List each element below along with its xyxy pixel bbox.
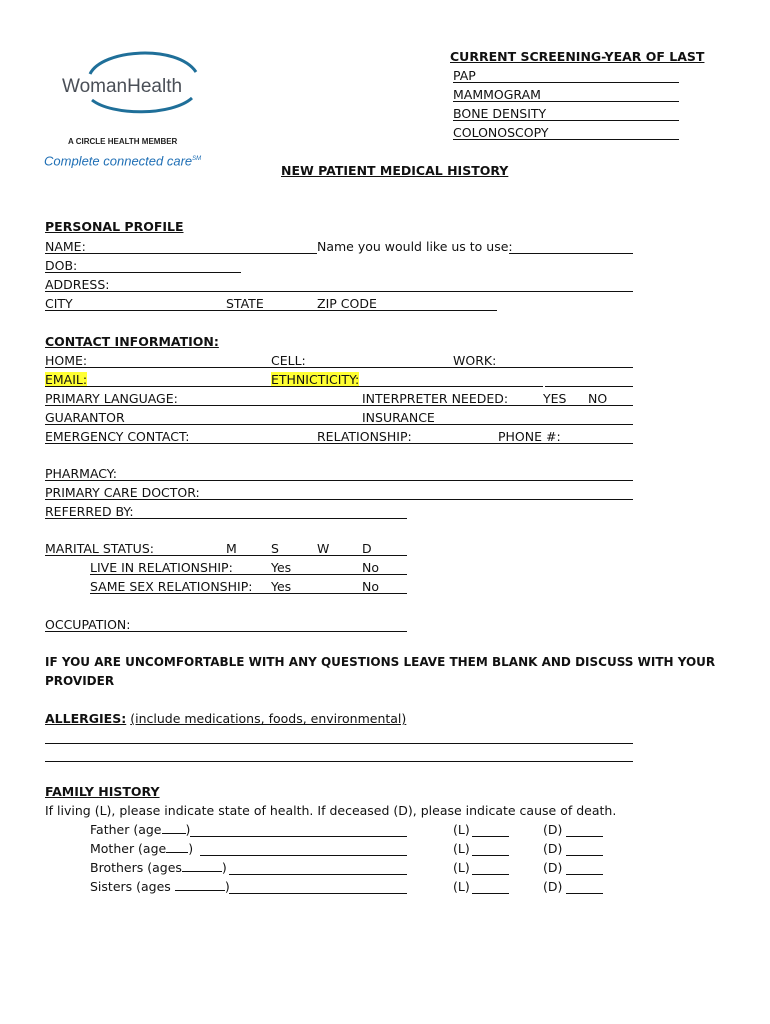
- notice-line-2: PROVIDER: [45, 674, 115, 688]
- family-brothers-line[interactable]: [229, 874, 407, 875]
- pharmacy-label: PHARMACY:: [45, 466, 117, 481]
- city-line[interactable]: [45, 310, 497, 311]
- preferred-name-label: Name you would like us to use:: [317, 239, 513, 254]
- live-in-yes[interactable]: Yes: [271, 560, 292, 575]
- allergies-row: [45, 711, 406, 726]
- marital-option-w[interactable]: W: [317, 541, 330, 556]
- occupation-line[interactable]: [45, 631, 407, 632]
- marital-line: [45, 555, 407, 556]
- same-sex-label: SAME SEX RELATIONSHIP:: [90, 579, 253, 594]
- family-mother-living-line[interactable]: [472, 855, 509, 856]
- logo-member: A CIRCLE HEALTH MEMBER: [68, 137, 178, 146]
- same-sex-no[interactable]: No: [362, 579, 379, 594]
- family-mother-label: [90, 841, 193, 856]
- dob-label: DOB:: [45, 258, 78, 273]
- screening-line[interactable]: [453, 101, 679, 102]
- logo-tagline-mark: SM: [192, 156, 202, 162]
- family-brothers-deceased-line[interactable]: [566, 874, 603, 875]
- name-line[interactable]: [45, 253, 317, 254]
- emergency-line[interactable]: [45, 443, 633, 444]
- email-label: EMAIL:: [45, 372, 88, 387]
- family-father-deceased-line[interactable]: [566, 836, 603, 837]
- notice-line-1: IF YOU ARE UNCOMFORTABLE WITH ANY QUESTIONS LEAVE THEM BLANK AND DISCUSS WITH YOUR: [45, 655, 716, 669]
- name-label: NAME:: [45, 239, 86, 254]
- family-sisters-deceased: (D): [543, 879, 563, 894]
- screening-item: MAMMOGRAM: [453, 87, 541, 102]
- family-mother-line[interactable]: [200, 855, 407, 856]
- occupation-label: OCCUPATION:: [45, 617, 131, 632]
- logo-name: WomanHealth: [62, 76, 183, 97]
- primary-doctor-label: PRIMARY CARE DOCTOR:: [45, 485, 200, 500]
- family-sisters-living: (L): [453, 879, 470, 894]
- screening-item: PAP: [453, 68, 476, 83]
- ethnicity-line[interactable]: [545, 386, 633, 387]
- family-sisters-living-line[interactable]: [472, 893, 509, 894]
- same-sex-yes[interactable]: Yes: [271, 579, 292, 594]
- cell-label: CELL:: [271, 353, 306, 368]
- family-brothers-deceased: (D): [543, 860, 563, 875]
- emergency-phone-label: PHONE #:: [498, 429, 561, 444]
- work-label: WORK:: [453, 353, 497, 368]
- interpreter-label: INTERPRETER NEEDED:: [362, 391, 509, 406]
- referred-by-line[interactable]: [45, 518, 407, 519]
- insurance-label: INSURANCE: [362, 410, 435, 425]
- family-mother-open: Mother (age: [90, 841, 167, 856]
- guarantor-line[interactable]: [45, 424, 633, 425]
- family-father-open: Father (age: [90, 822, 162, 837]
- form-title: NEW PATIENT MEDICAL HISTORY: [281, 163, 509, 178]
- family-brothers-living-line[interactable]: [472, 874, 509, 875]
- city-label: CITY: [45, 296, 73, 311]
- relationship-label: RELATIONSHIP:: [317, 429, 412, 444]
- family-sisters-close: ): [224, 879, 230, 894]
- family-sisters-open: Sisters (ages: [90, 879, 171, 894]
- guarantor-label: GUARANTOR: [45, 410, 125, 425]
- allergies-note: (include medications, foods, environmental): [130, 711, 407, 726]
- allergies-label: ALLERGIES:: [45, 711, 127, 726]
- family-brothers-living: (L): [453, 860, 470, 875]
- family-brothers-open: Brothers (ages: [90, 860, 182, 875]
- address-line[interactable]: [45, 291, 633, 292]
- screening-item: COLONOSCOPY: [453, 125, 549, 140]
- family-mother-living: (L): [453, 841, 470, 856]
- home-label: HOME:: [45, 353, 88, 368]
- family-mother-close: ): [188, 841, 194, 856]
- allergies-line-2[interactable]: [45, 761, 633, 762]
- screening-title: CURRENT SCREENING-YEAR OF LAST: [450, 49, 705, 64]
- address-label: ADDRESS:: [45, 277, 110, 292]
- family-heading: FAMILY HISTORY: [45, 784, 160, 799]
- family-mother-deceased: (D): [543, 841, 563, 856]
- email-line[interactable]: [45, 386, 543, 387]
- family-father-deceased: (D): [543, 822, 563, 837]
- family-father-living: (L): [453, 822, 470, 837]
- family-brothers-label: [90, 860, 227, 875]
- pharmacy-line[interactable]: [45, 480, 633, 481]
- family-father-living-line[interactable]: [472, 836, 509, 837]
- referred-by-label: REFERRED BY:: [45, 504, 134, 519]
- family-father-label: [90, 822, 190, 837]
- screening-line[interactable]: [453, 82, 679, 83]
- marital-option-d[interactable]: D: [362, 541, 372, 556]
- language-label: PRIMARY LANGUAGE:: [45, 391, 178, 406]
- contact-heading: CONTACT INFORMATION:: [45, 334, 219, 349]
- family-sisters-line[interactable]: [229, 893, 407, 894]
- dob-line[interactable]: [45, 272, 241, 273]
- logo-tagline-text: Complete connected care: [44, 153, 193, 169]
- family-father-line[interactable]: [190, 836, 407, 837]
- family-instructions: If living (L), please indicate state of health. If deceased (D), please indicate cause of death.: [45, 803, 617, 818]
- screening-item: BONE DENSITY: [453, 106, 547, 121]
- primary-doctor-line[interactable]: [45, 499, 633, 500]
- interpreter-no[interactable]: NO: [588, 391, 608, 406]
- family-father-close: ): [185, 822, 191, 837]
- screening-line[interactable]: [453, 120, 679, 121]
- logo-tagline: [44, 151, 201, 169]
- family-sisters-deceased-line[interactable]: [566, 893, 603, 894]
- emergency-label: EMERGENCY CONTACT:: [45, 429, 190, 444]
- same-sex-line: [90, 593, 407, 594]
- marital-label: MARITAL STATUS:: [45, 541, 154, 556]
- marital-option-s[interactable]: S: [271, 541, 279, 556]
- state-label: STATE: [226, 296, 264, 311]
- preferred-name-line[interactable]: [509, 253, 633, 254]
- marital-option-m[interactable]: M: [226, 541, 237, 556]
- phone-numbers-line[interactable]: [45, 367, 633, 368]
- live-in-line: [90, 574, 407, 575]
- family-brothers-close: ): [221, 860, 227, 875]
- language-line[interactable]: [45, 405, 633, 406]
- family-mother-deceased-line[interactable]: [566, 855, 603, 856]
- family-sisters-label: [90, 879, 230, 894]
- live-in-no[interactable]: No: [362, 560, 379, 575]
- personal-heading: PERSONAL PROFILE: [45, 219, 184, 234]
- zip-label: ZIP CODE: [317, 296, 377, 311]
- interpreter-yes[interactable]: YES: [543, 391, 567, 406]
- allergies-line-1[interactable]: [45, 743, 633, 744]
- live-in-label: LIVE IN RELATIONSHIP:: [90, 560, 233, 575]
- screening-line[interactable]: [453, 139, 679, 140]
- ethnicity-label: ETHNICTICITY:: [271, 372, 360, 387]
